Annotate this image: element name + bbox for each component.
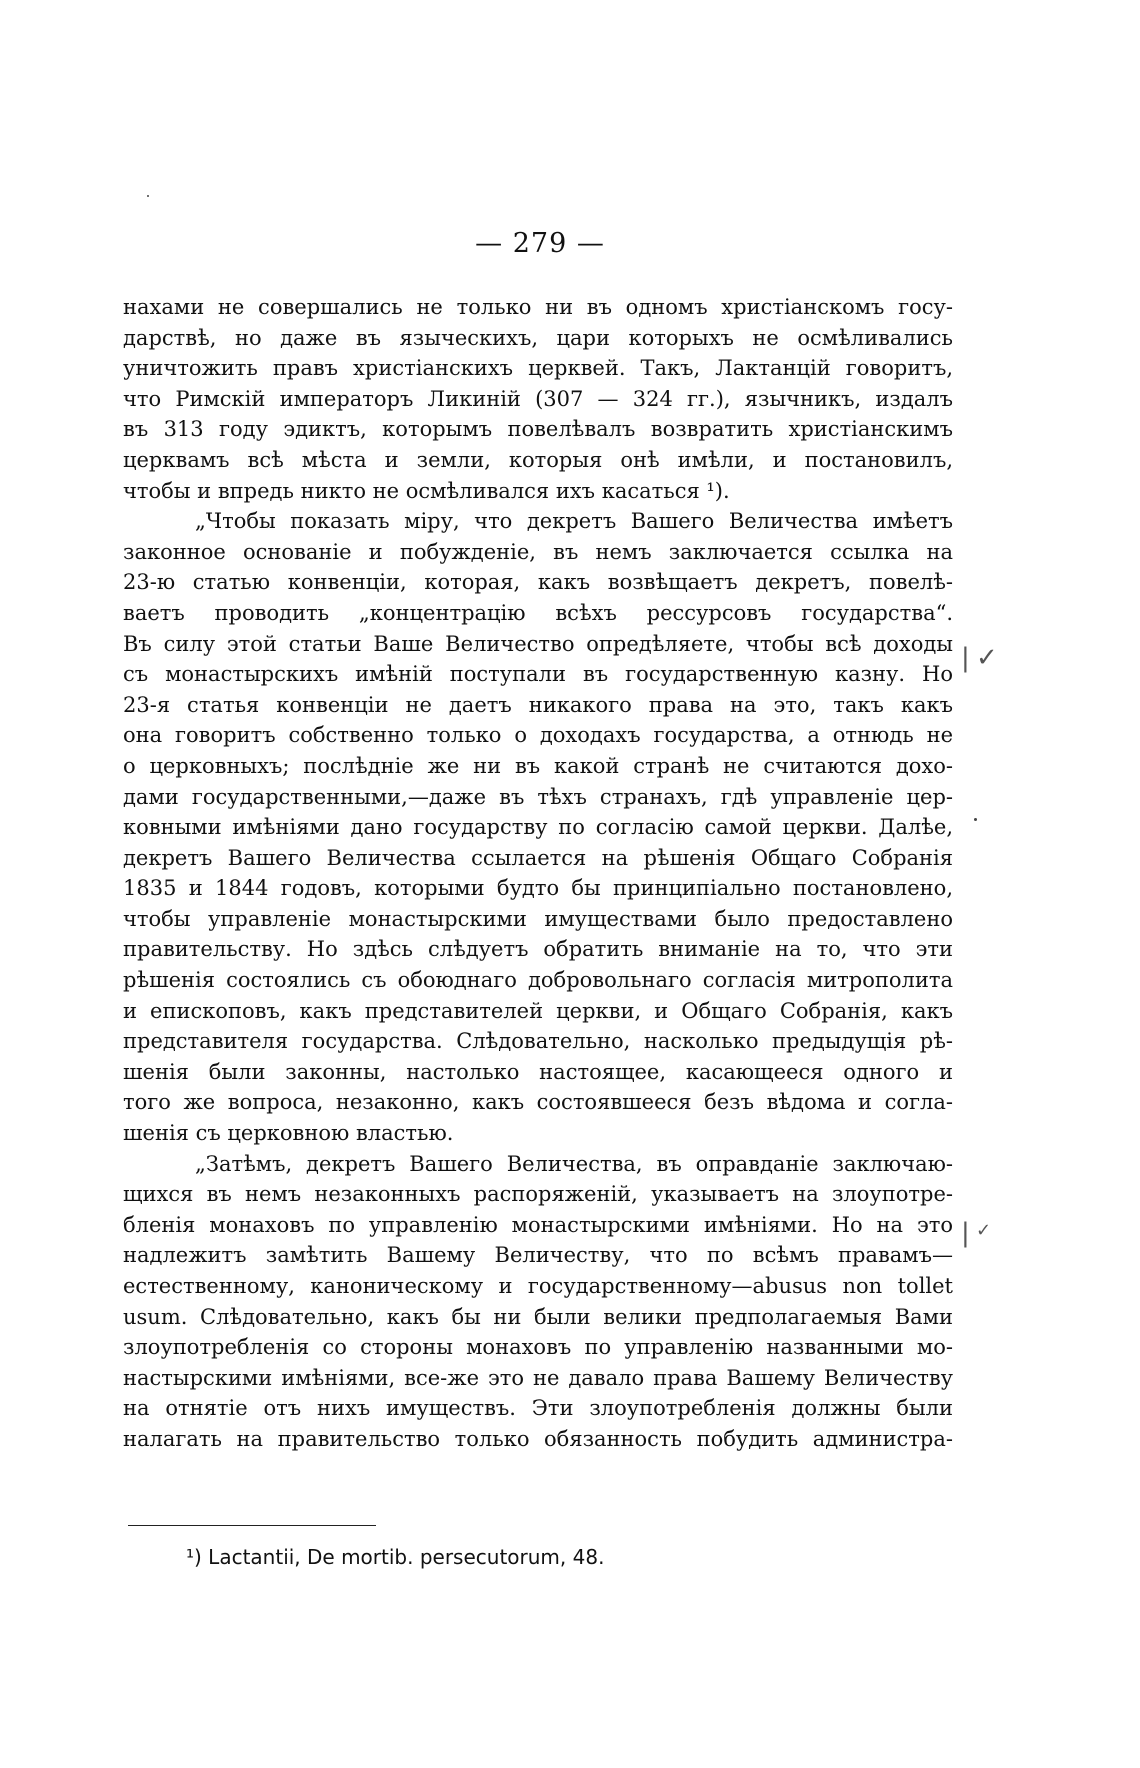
- text-line: настырскими имѣніями, все-же это не давало права Вашему Величеству: [123, 1365, 953, 1390]
- text-line: 23-ю статью конвенціи, которая, какъ возвѣщаетъ декретъ, повелѣ-: [123, 570, 953, 595]
- text-line: шенія съ церковною властью.: [123, 1121, 454, 1146]
- text-line: она говоритъ собственно только о доходахъ государства, а отнюдь не: [123, 723, 953, 748]
- text-line: на отнятіе отъ нихъ имуществъ. Эти злоупотребленія должны были: [123, 1396, 953, 1421]
- margin-pencil-check-mark: ✓: [976, 643, 998, 673]
- margin-pencil-check-mark: ✓: [976, 1220, 992, 1241]
- paragraph-2: [123, 506, 953, 1148]
- text-line: шенія были законны, настолько настоящее, касающееся одного и: [123, 1059, 953, 1084]
- text-line: уничтожить правъ христіанскихъ церквей. Такъ, Лактанцій говоритъ,: [123, 356, 953, 381]
- text-line: дарствѣ, но даже въ языческихъ, цари которыхъ не осмѣливались: [123, 325, 953, 350]
- text-line: „Чтобы показать міру, что декретъ Вашего Величества имѣетъ: [195, 509, 953, 534]
- text-line: естественному, каноническому и государственному—abusus non tollet: [123, 1274, 953, 1298]
- text-line: о церковныхъ; послѣдніе же ни въ какой странѣ не считаются дохо-: [123, 753, 953, 778]
- text-line: правительству. Но здѣсь слѣдуетъ обратить вниманіе на то, что эти: [123, 937, 953, 962]
- text-line: и епископовъ, какъ представителей церкви, и Общаго Собранія, какъ: [123, 998, 953, 1023]
- text-line: „Затѣмъ, декретъ Вашего Величества, въ оправданіе заключаю-: [195, 1151, 953, 1176]
- text-line: Въ силу этой статьи Ваше Величество опредѣляете, чтобы всѣ доходы: [123, 631, 953, 656]
- text-line: декретъ Вашего Величества ссылается на рѣшенія Общаго Собранія: [123, 845, 953, 870]
- margin-pencil-dot: [974, 818, 977, 821]
- text-line: ваетъ проводить „концентрацію всѣхъ рессурсовъ государства“.: [123, 600, 953, 625]
- body-text: [123, 292, 953, 1455]
- text-line: злоупотребленія со стороны монаховъ по управленію названными мо-: [123, 1335, 953, 1360]
- text-line: ковными имѣніями дано государству по согласію самой церкви. Далѣе,: [123, 815, 953, 840]
- text-line: того же вопроса, незаконно, какъ состоявшееся безъ вѣдома и согла-: [123, 1090, 953, 1115]
- paragraph-1: [123, 292, 953, 506]
- footnote-divider: [128, 1525, 376, 1526]
- paragraph-3: [123, 1149, 953, 1455]
- text-line: съ монастырскихъ имѣній поступали въ государственную казну. Но: [123, 662, 953, 687]
- text-line: нахами не совершались не только ни въ одномъ христіанскомъ госу-: [123, 295, 953, 319]
- text-line: законное основаніе и побужденіе, въ немъ заключается ссылка на: [123, 539, 953, 564]
- margin-pencil-bar-mark: |: [961, 1218, 970, 1248]
- text-line: налагать на правительство только обязанность побудить администра-: [123, 1426, 953, 1451]
- page-number: — 279 —: [475, 228, 605, 259]
- footnote: ¹) Lactantii, De mortib. persecutorum, 48.: [186, 1545, 605, 1569]
- text-line: въ 313 году эдиктъ, которымъ повелѣвалъ возвратить христіанскимъ: [123, 417, 953, 442]
- text-line: щихся въ немъ незаконныхъ распоряженій, указываетъ на злоупотре-: [123, 1182, 953, 1207]
- text-line: 23-я статья конвенціи не даетъ никакого права на это, такъ какъ: [123, 692, 953, 717]
- text-line: церквамъ всѣ мѣста и земли, которыя онѣ имѣли, и постановилъ,: [123, 447, 953, 472]
- text-line: надлежитъ замѣтить Вашему Величеству, что по всѣмъ правамъ—: [123, 1243, 953, 1268]
- text-line: 1835 и 1844 годовъ, которыми будто бы принципіально постановлено,: [123, 876, 953, 901]
- text-line: чтобы управленіе монастырскими имуществами было предоставлено: [123, 906, 953, 931]
- text-line: что Римскій императоръ Ликиній (307 — 324 гг.), язычникъ, издалъ: [123, 386, 953, 411]
- text-line: usum. Слѣдовательно, какъ бы ни были велики предполагаемыя Вами: [123, 1304, 953, 1329]
- text-line: рѣшенія состоялись съ обоюднаго добровольнаго согласія митрополита: [123, 968, 953, 993]
- paper-speck: [147, 195, 149, 197]
- margin-pencil-bar-mark: |: [961, 643, 970, 673]
- text-line: представителя государства. Слѣдовательно, насколько предыдущія рѣ-: [123, 1029, 953, 1054]
- text-line: дами государственными,—даже въ тѣхъ странахъ, гдѣ управленіе цер-: [123, 784, 953, 809]
- text-line: бленія монаховъ по управленію монастырскими имѣніями. Но на это: [123, 1212, 953, 1237]
- text-line: чтобы и впредь никто не осмѣливался ихъ касаться ¹).: [123, 478, 730, 503]
